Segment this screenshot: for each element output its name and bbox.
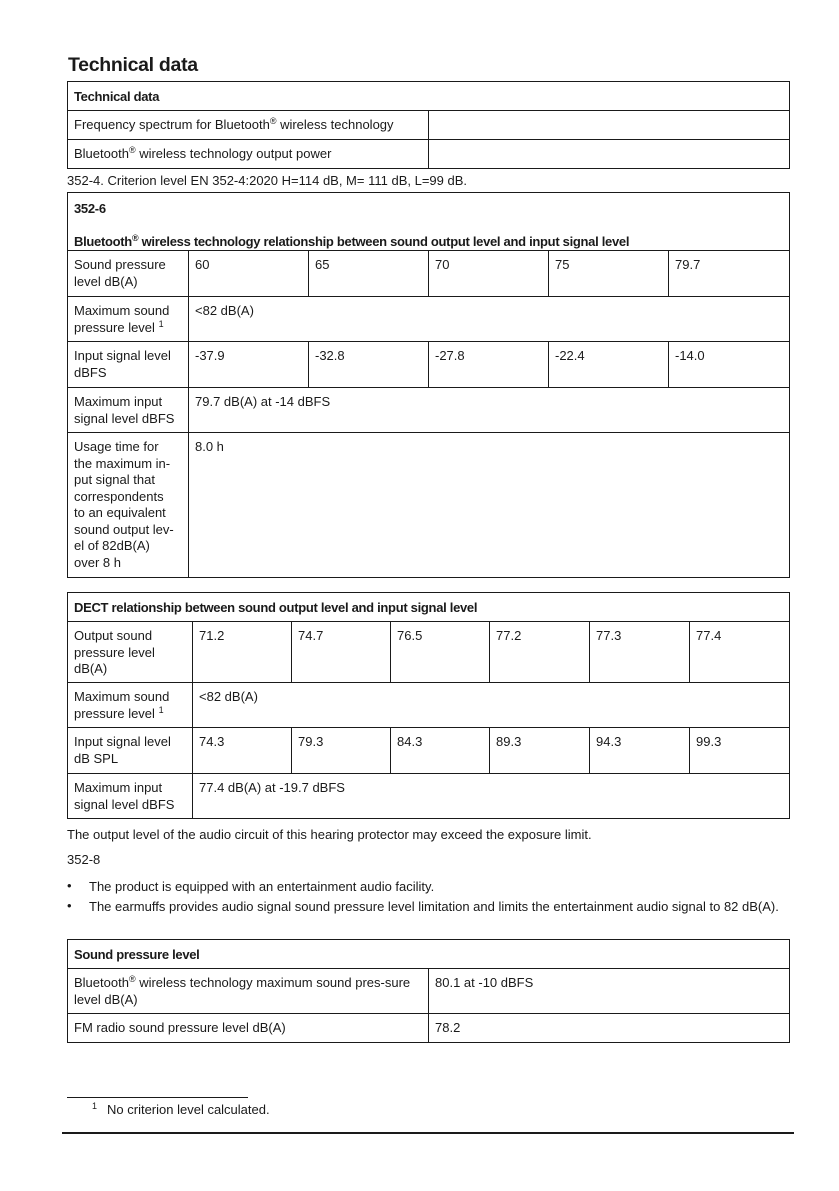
row-value (429, 111, 790, 140)
cell-value: 77.2 (490, 622, 590, 683)
table-row (68, 251, 790, 297)
row-label: Bluetooth® wireless technology output power (68, 140, 429, 169)
cell-value: 74.3 (193, 728, 292, 774)
list-item-text: The product is equipped with an entertainment audio facility. (89, 879, 435, 894)
cell-value: 89.3 (490, 728, 590, 774)
cell-value: 75 (549, 251, 669, 297)
section-352-8: 352-8 (67, 852, 101, 867)
cell-value: 94.3 (590, 728, 690, 774)
table-row (68, 969, 790, 1014)
footnote-divider (67, 1097, 248, 1098)
bluetooth-relationship-table (67, 192, 790, 578)
cell-value: 65 (309, 251, 429, 297)
dect-relationship-table (67, 592, 790, 819)
cell-value: 79.3 (292, 728, 391, 774)
cell-value: 77.3 (590, 622, 690, 683)
table-row (68, 774, 790, 819)
table-row (68, 297, 790, 342)
table-row (68, 433, 790, 578)
cell-value: 76.5 (391, 622, 490, 683)
footnote: $^1$ No criterion level calculated. (92, 1101, 270, 1117)
cell-value: 84.3 (391, 728, 490, 774)
cell-value: <82 dB(A) (193, 683, 790, 728)
page-title: Technical data (68, 54, 198, 76)
table-row (68, 1014, 790, 1043)
cell-value: 77.4 (690, 622, 790, 683)
cell-value: 74.7 (292, 622, 391, 683)
criterion-text: 352-4. Criterion level EN 352-4:2020 H=114 dB, M= 111 dB, L=99 dB. (67, 173, 467, 188)
row-label: Maximum input signal level dBFS (68, 388, 189, 433)
row-label: Maximum sound pressure level $^1$ (68, 297, 189, 342)
cell-value: -22.4 (549, 342, 669, 388)
cell-value: -37.9 (189, 342, 309, 388)
row-label: Input signal level dBFS (68, 342, 189, 388)
table-row (68, 140, 790, 169)
cell-value: 77.4 dB(A) at -19.7 dBFS (193, 774, 790, 819)
cell-value: 71.2 (193, 622, 292, 683)
cell-value: -14.0 (669, 342, 790, 388)
table-row (68, 388, 790, 433)
cell-value: 60 (189, 251, 309, 297)
table-bottom-rule (67, 1042, 789, 1043)
cell-value: 79.7 dB(A) at -14 dBFS (189, 388, 790, 433)
table-header: DECT relationship between sound output level and input signal level (68, 593, 790, 622)
page-bottom-rule (62, 1132, 794, 1134)
table-header: 352-6 Bluetooth® wireless technology relationship between sound output level and input signal level (68, 193, 790, 251)
row-label: Frequency spectrum for Bluetooth® wireless technology (68, 111, 429, 140)
table-header: Technical data (68, 82, 790, 111)
row-label: Bluetooth® wireless technology maximum sound pres-sure level dB(A) (68, 969, 429, 1014)
table-header: Sound pressure level (68, 940, 790, 969)
row-label: Maximum sound pressure level $^1$ (68, 683, 193, 728)
technical-data-table (67, 81, 790, 169)
bullet-icon: • (67, 878, 72, 893)
sound-pressure-table (67, 939, 790, 1043)
table-row (68, 622, 790, 683)
cell-value: 79.7 (669, 251, 790, 297)
cell-value: 8.0 h (189, 433, 790, 578)
row-value (429, 140, 790, 169)
cell-value: 80.1 at -10 dBFS (429, 969, 790, 1014)
row-label: Maximum input signal level dBFS (68, 774, 193, 819)
exposure-text: The output level of the audio circuit of this hearing protector may exceed the exposure limit. (67, 827, 592, 842)
cell-value: 70 (429, 251, 549, 297)
list-item-text: The earmuffs provides audio signal sound pressure level limitation and limits the entertainment audio signal to 82 dB(A). (89, 899, 779, 914)
cell-value: -32.8 (309, 342, 429, 388)
table-row (68, 111, 790, 140)
row-label: FM radio sound pressure level dB(A) (68, 1014, 429, 1043)
bullet-icon: • (67, 898, 72, 913)
cell-value: <82 dB(A) (189, 297, 790, 342)
row-label: Sound pressure level dB(A) (68, 251, 189, 297)
table-row (68, 728, 790, 774)
table-row (68, 683, 790, 728)
cell-value: 78.2 (429, 1014, 790, 1043)
row-label: Usage time for the maximum in- put signal that correspondents to an equivalent sound output lev- el of 82dB(A) over 8 h (68, 433, 189, 578)
cell-value: 99.3 (690, 728, 790, 774)
table-row (68, 342, 790, 388)
row-label: Input signal level dB SPL (68, 728, 193, 774)
cell-value: -27.8 (429, 342, 549, 388)
row-label: Output sound pressure level dB(A) (68, 622, 193, 683)
